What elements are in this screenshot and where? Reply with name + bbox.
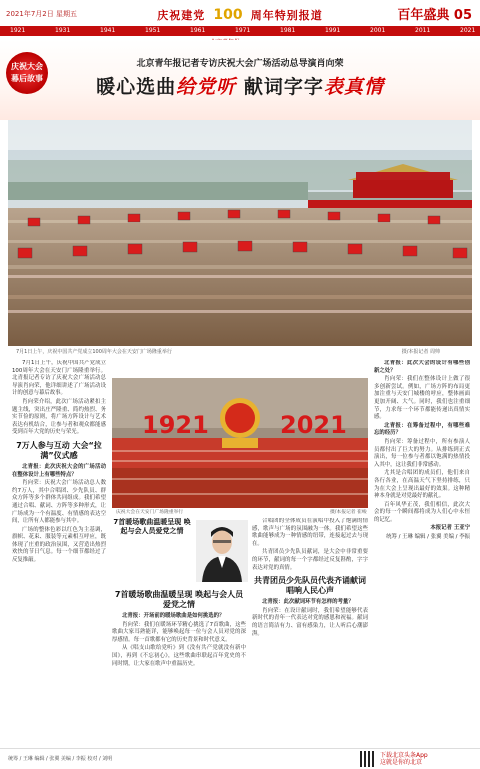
c3-subhead: 共青团员少先队员代表齐诵献词唱响人民心声 (254, 576, 366, 596)
c4-credit: 统筹 / 王琳 编辑 / 张翼 美编 / 李振 (386, 534, 470, 541)
photo2-caption: 庆祝大会在天安门广场隆重举行 (116, 510, 184, 515)
column-4 (374, 360, 470, 744)
c4-paragraph: 肖向荣：我们在整体设计上做了很多创新尝试。例如，广场方阵的布局更加注重与天安门城楼的呼应，整体画面更加开阔、大气。同时，我们也注重细节，力求每一个环节都能传递出真情实感。 (374, 376, 470, 421)
c1-paragraph: 肖向荣介绍，此次广场活动紧扣主题主线，突出庄严隆重、简约热烈、务实节俭的原则，将广场方阵设计与艺术表达有机结合，让参与者和观众都能感受到百年大党的历史与荣光。 (12, 398, 106, 436)
page-number: 05 (453, 8, 472, 23)
badge-line1: 庆祝大会 (11, 62, 43, 71)
page-header (0, 0, 480, 26)
photo2-credit: 摄/本报记者 崔峻 (330, 510, 367, 515)
photo1-caption: 7月1日上午，庆祝中国共产党成立100周年大会在天安门广场隆重举行 (16, 349, 172, 355)
timeline-year: 1941 (100, 27, 116, 34)
c1-subhead: 7万人参与互动 大会“拉满”仪式感 (16, 440, 102, 460)
c1-paragraph: 7月1日上午，庆祝中国共产党成立100周年大会在天安门广场隆重举行。北青报记者专访了庆祝大会广场活动总导演肖向荣，他详细讲述了广场活动设计的创意与幕后故事。 (12, 360, 106, 397)
centenary-number: 100 (213, 7, 243, 23)
timeline-year: 1961 (190, 27, 206, 34)
timeline-year: 1951 (145, 27, 161, 34)
column-2 (112, 586, 246, 744)
column-1 (12, 360, 106, 744)
app-promo-line1: 下载北京头条App (380, 752, 428, 759)
c1-paragraph: 广场的整体色彩以红色为主基调，旗帜、花束、服装等元素相互呼应，既体现了庄重的政治氛围，又营造出热烈欢快的节日气息。每一个细节都经过了反复推敲。 (12, 526, 106, 564)
column-3 (252, 518, 368, 744)
headline-part2: 给党听 (176, 76, 237, 98)
col2-subhead: 7首暖场歌曲温暖呈现 唤起与会人员爱党之情 (113, 518, 191, 535)
timeline-year: 1921 (10, 27, 26, 34)
page-footer (0, 748, 480, 769)
c2-paragraph: 从《唱支山歌给党听》到《没有共产党就没有新中国》，再到《不忘初心》，这些歌曲串联起百年党史的不同时期，让大家在歌声中重温历史。 (112, 645, 246, 667)
badge-line2: 幕后故事 (11, 74, 43, 83)
title-left: 庆祝建党 (157, 9, 206, 22)
c2-subhead: 7首暖场歌曲温暖呈现 唤起与会人员爱党之情 (114, 590, 244, 609)
timeline-year: 2021 (460, 27, 476, 34)
c4-question: 北青报：此次大会的设计有哪些创新之处？ (374, 360, 470, 374)
c3-paragraph: 合唱团的全体成员在演唱中投入了饱满的情感，歌声与广场的氛围融为一体。我们希望这些歌曲能够成为一种情感的纽带，连接起过去与现在。 (252, 518, 368, 547)
timeline-year: 1971 (235, 27, 251, 34)
photo1-credit: 摄/本报记者 周帅 (401, 349, 440, 355)
emblem-photo-illustration (112, 378, 368, 508)
c4-paragraph: 百年风华正茂，我们相信，此次大会的每一个瞬间都将成为人们心中永恒的记忆。 (374, 501, 470, 523)
c3-paragraph: 共青团员少先队员献词，是大会中非常重要的环节，献词的每一个字都经过反复斟酌，字字表达对党的真情。 (252, 549, 368, 571)
year-1921-mark: 1921 (142, 411, 209, 439)
qr-code-icon (360, 751, 376, 767)
special-report-title (150, 4, 330, 24)
portrait-photo (196, 520, 248, 582)
article-subtitle: 北京青年报记者专访庆祝大会广场活动总导演肖向荣 (136, 59, 344, 69)
emblem-photo (112, 378, 368, 508)
square-photo (8, 120, 472, 346)
c2-paragraph: 肖向荣：我们在暖场环节精心挑选了7首歌曲，这些歌曲大家耳熟能详，能够唤起每一位与会人员对党的深厚感情。每一首歌都有它的历史背景和时代意义。 (112, 621, 246, 643)
year-2021-mark: 2021 (280, 411, 347, 439)
article-headline (0, 72, 480, 99)
c3-paragraph: 肖向荣：在设计献词时，我们希望能够代表新时代的青年一代表达对党的感恩和祝福。献词的语言简洁有力、富有感染力，让人听后心潮澎湃。 (252, 607, 368, 637)
timeline-year: 1981 (280, 27, 296, 34)
c3-question: 北青报：此次献词环节有怎样的考量？ (262, 599, 354, 606)
timeline-year: 1931 (55, 27, 71, 34)
c4-paragraph: 肖向荣：筹备过程中，所有参演人员都付出了巨大的努力。从排练到正式演出，每一位参与者都以饱满的热情投入其中，这让我们非常感动。 (374, 438, 470, 468)
title-right: 周年特别报道 (250, 9, 323, 22)
year-timeline (0, 26, 480, 36)
c1-question: 北青报：此次庆祝大会的广场活动在整体设计上有哪些特点？ (12, 463, 106, 478)
c4-paragraph: 尤其是合唱团的成员们，他们来自各行各业，在高温天气下坚持排练，只为在大会上呈现出最好的效果。这种精神本身就是对党最好的献礼。 (374, 470, 470, 500)
portrait-illustration (196, 520, 248, 582)
timeline-year: 2001 (370, 27, 386, 34)
headline-part4: 表真情 (323, 76, 384, 98)
timeline-year: 2011 (415, 27, 431, 34)
c4-signature: 本报记者 王亚宁 (430, 525, 470, 532)
headline-part1: 暖心选曲 (96, 76, 177, 98)
c1-paragraph: 肖向荣：庆祝大会广场活动总人数约7万人，其中合唱团、少先队员、群众方阵等多个群体共同组成。我们希望通过合唱、献词、方阵等多种形式，让广场成为一个有温度、有情感的表达空间，让所有人都能参与其中。 (12, 480, 106, 525)
issue-date: 2021年7月2日 星期五 (6, 10, 77, 18)
square-photo-illustration (8, 120, 472, 346)
c4-question: 北青报：在筹备过程中，有哪些难忘的经历？ (374, 422, 470, 437)
headline-part3: 献词字字 (243, 76, 324, 98)
section-label (397, 4, 472, 23)
c2-question: 北青报：开场前的暖场歌曲是如何挑选的？ (122, 613, 225, 619)
footer-editors: 统筹 / 王琳 编辑 / 张翼 美编 / 李振 校对 / 刘明 (8, 756, 113, 762)
section-name: 百年盛典 (397, 8, 450, 23)
app-promo[interactable] (380, 752, 428, 766)
timeline-year: 1991 (325, 27, 341, 34)
app-promo-line2: 这就是你的北京 (380, 759, 423, 766)
